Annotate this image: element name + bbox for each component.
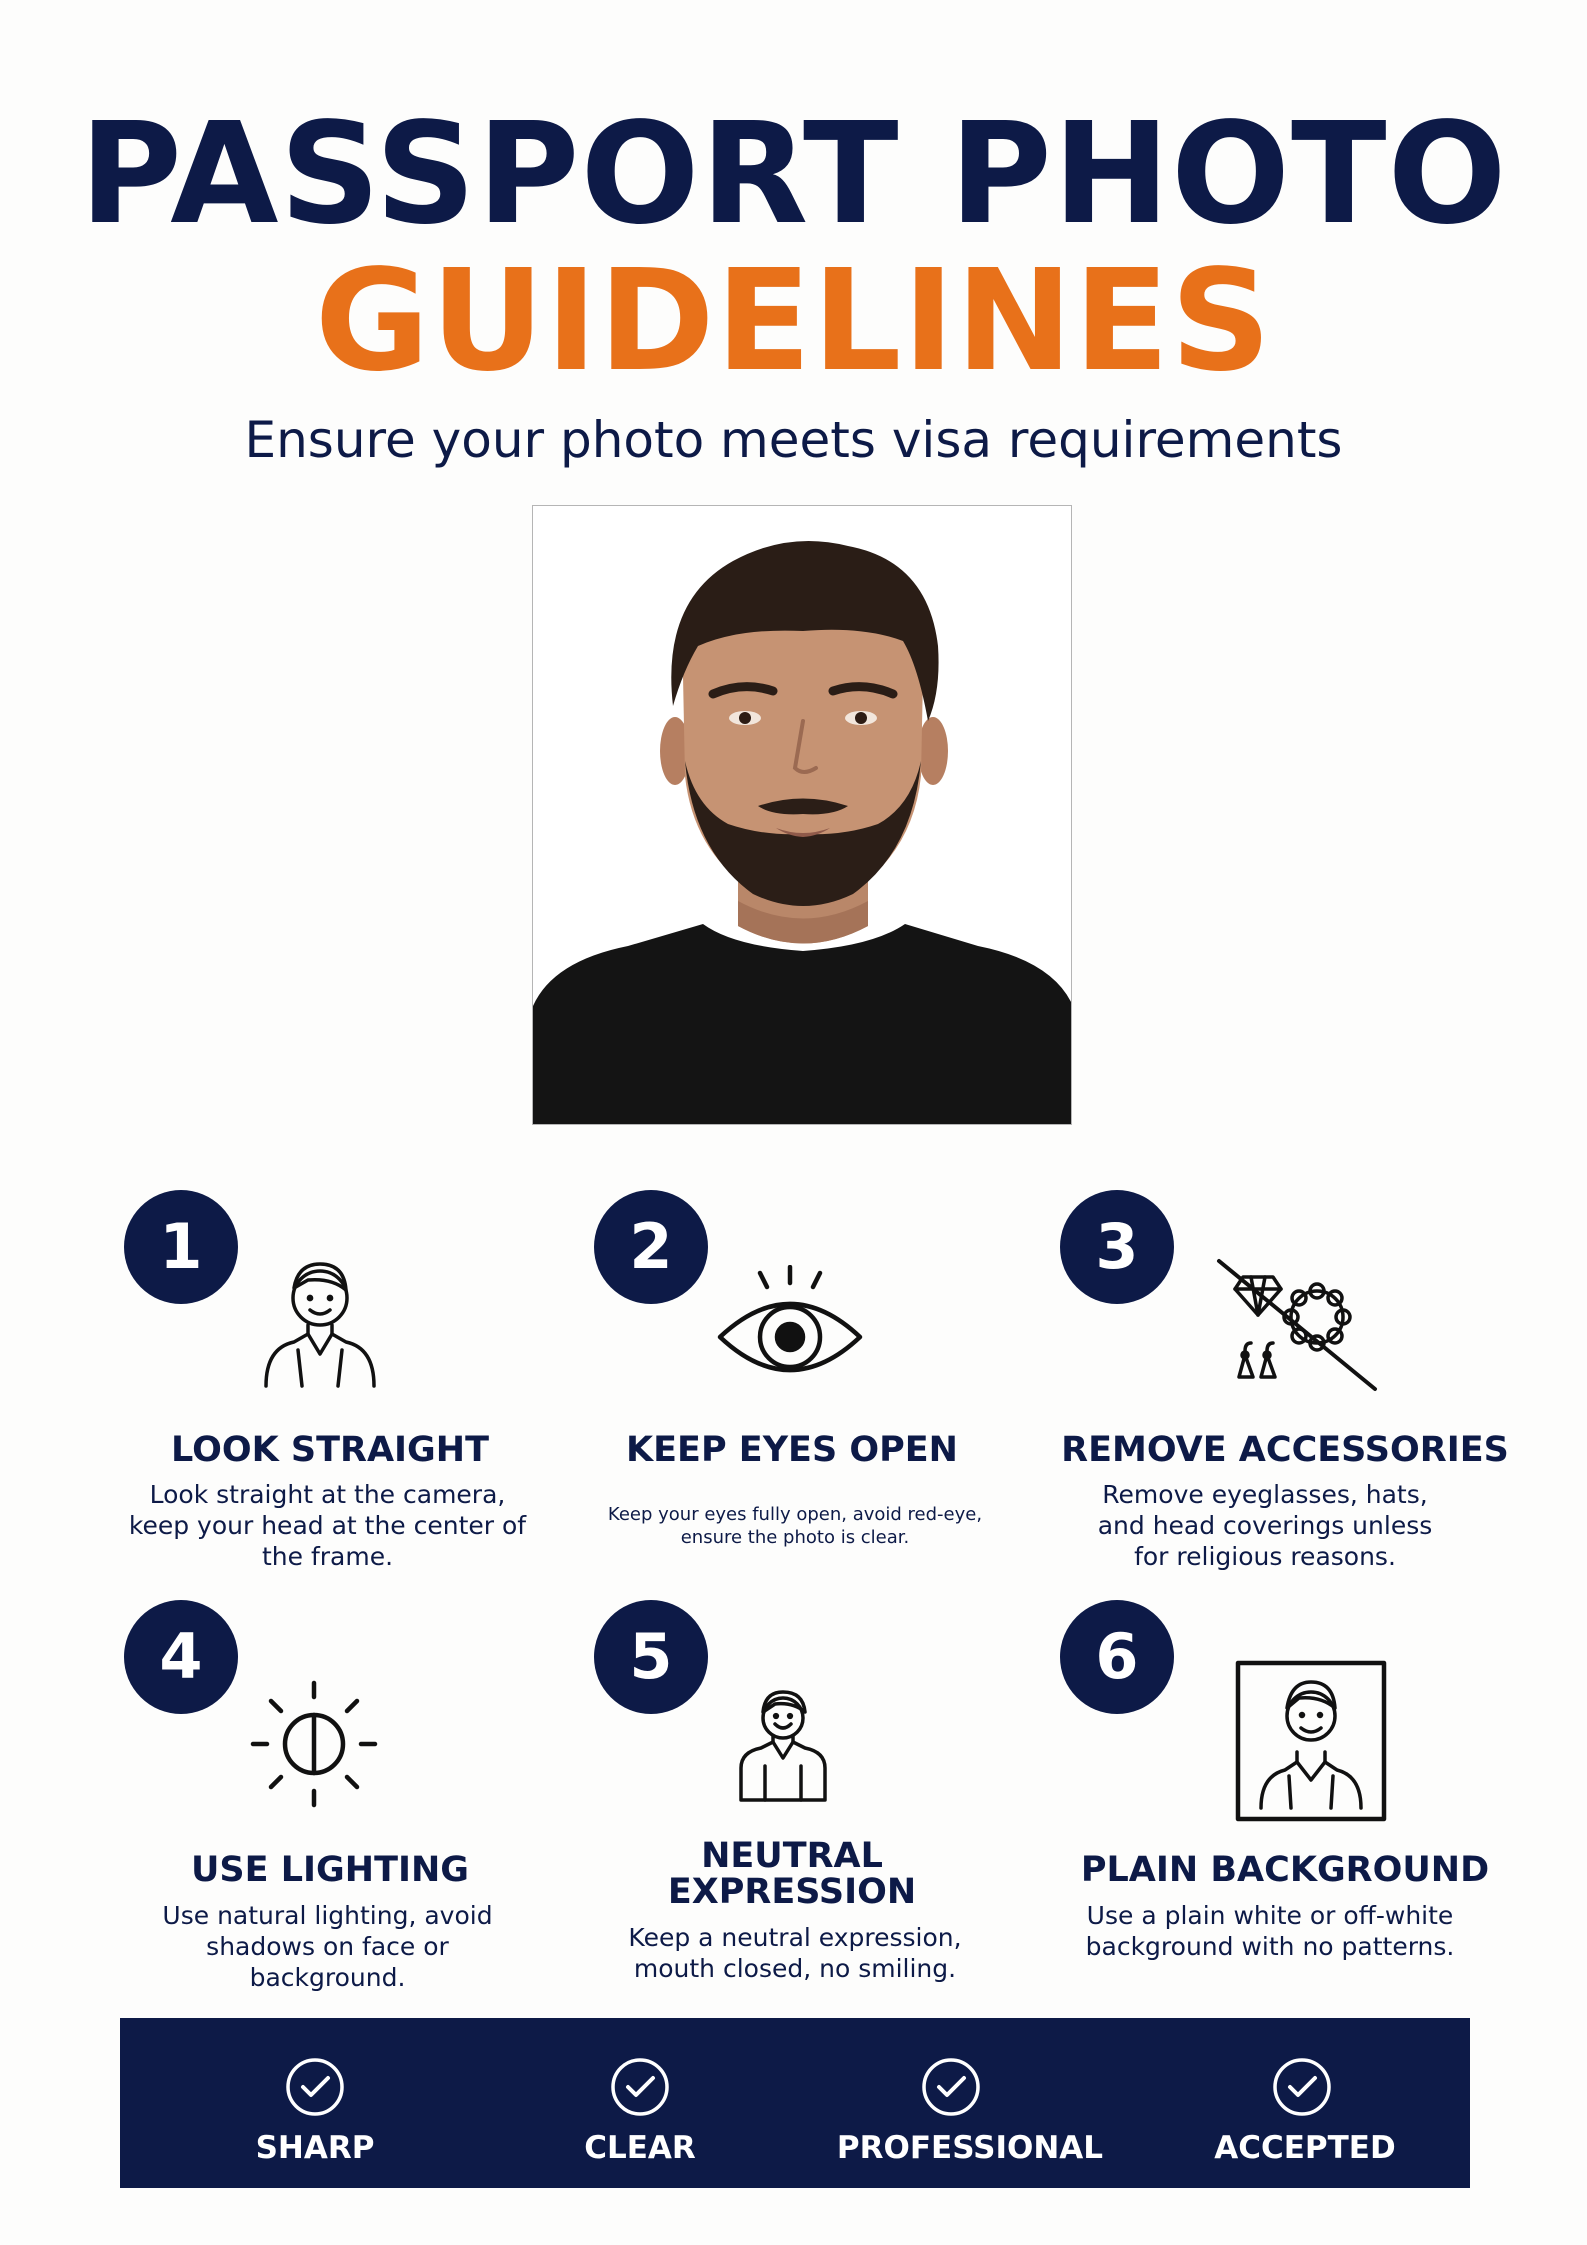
- step-title: NEUTRAL: [701, 1836, 883, 1876]
- step-title: LOOK STRAIGHT: [171, 1430, 489, 1470]
- step-number-badge: 5: [594, 1600, 708, 1714]
- step-number-badge: 1: [124, 1190, 238, 1304]
- step-description: Keep a neutral expression, mouth closed, no smiling.: [628, 1923, 962, 1983]
- step-number-badge: 3: [1060, 1190, 1174, 1304]
- check-circle-icon: [920, 2056, 982, 2118]
- eye-icon: [715, 1265, 865, 1385]
- step-description: Use natural lighting, avoid shadows on face or background.: [162, 1901, 493, 1992]
- check-circle-icon: [1271, 2056, 1333, 2118]
- badge-label: ACCEPTED: [1214, 2130, 1396, 2166]
- lighting-icon: [250, 1680, 378, 1813]
- step-number-badge: 2: [594, 1190, 708, 1304]
- step-title: EXPRESSION: [667, 1872, 917, 1912]
- step-description: Keep your eyes fully open, avoid red-eye, ensure the photo is clear.: [607, 1504, 983, 1548]
- badge-label: SHARP: [255, 2130, 375, 2166]
- quality-badge-bar: [120, 2018, 1470, 2188]
- sample-passport-photo: [532, 505, 1072, 1125]
- badge-label: CLEAR: [584, 2130, 696, 2166]
- title-line-2: GUIDELINES: [314, 240, 1273, 403]
- badge-label: PROFESSIONAL: [836, 2130, 1104, 2166]
- step-title: USE LIGHTING: [191, 1850, 469, 1890]
- step-description: Remove eyeglasses, hats, and head coverings unless for religious reasons.: [1097, 1480, 1433, 1571]
- badge-professional: [820, 2018, 1120, 2188]
- step-title: KEEP EYES OPEN: [626, 1430, 958, 1470]
- step-number-badge: 4: [124, 1600, 238, 1714]
- framed-portrait-icon: [1235, 1660, 1387, 1827]
- badge-accepted: [1190, 2018, 1420, 2188]
- portrait-illustration: [533, 506, 1072, 1125]
- step-number-badge: 6: [1060, 1600, 1174, 1714]
- smiling-person-icon: [735, 1680, 831, 1807]
- step-title: PLAIN BACKGROUND: [1080, 1850, 1490, 1890]
- no-accessories-icon: [1215, 1255, 1385, 1400]
- check-circle-icon: [284, 2056, 346, 2118]
- title-line-1: PASSPORT PHOTO: [79, 93, 1508, 256]
- badge-clear: [540, 2018, 740, 2188]
- step-description: Use a plain white or off-white background with no patterns.: [1085, 1901, 1455, 1961]
- person-portrait-icon: [258, 1250, 382, 1395]
- step-title: REMOVE ACCESSORIES: [1061, 1430, 1509, 1470]
- badge-sharp: [215, 2018, 415, 2188]
- subtitle: Ensure your photo meets visa requirements: [244, 411, 1343, 469]
- check-circle-icon: [609, 2056, 671, 2118]
- step-description: Look straight at the camera, keep your head at the center of the frame.: [128, 1480, 527, 1571]
